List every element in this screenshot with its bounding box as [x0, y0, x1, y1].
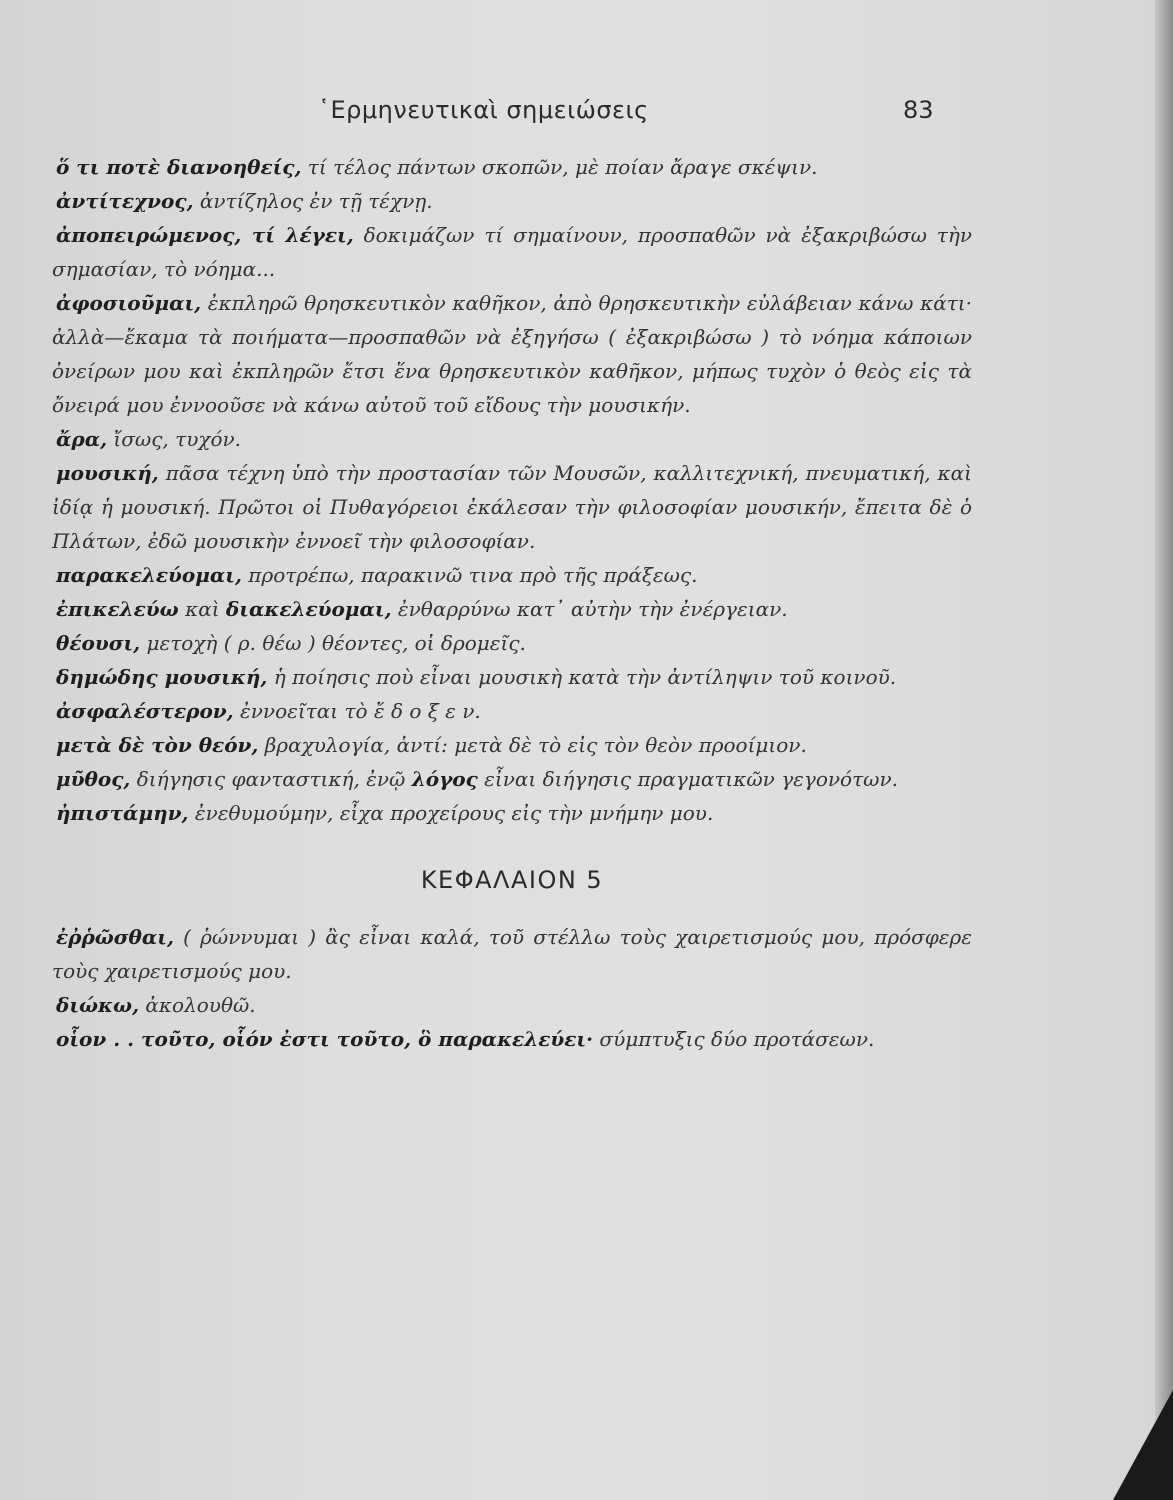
entry-term: ἀντίτεχνος, — [56, 189, 194, 213]
entry-term: ἀποπειρώμενος, τί λέγει, — [56, 223, 354, 247]
entry-gloss: ἐκπληρῶ θρησκευτικὸν καθῆκον, ἀπὸ θρησκευτικὴν εὐλάβειαν κάνω κάτι· ἀλλὰ—ἔκαμα τὰ ποιήματα—προσπαθῶν νὰ ἐξηγήσω ( ἐξακριβώσω ) τὸ νόημα κάποιων ὀνείρων μου καὶ ἐκπληρῶν ἔτσι ἕνα θρησκευτικὸν καθῆκον, μήπως τυχὸν ὁ θεὸς εἰς τὰ ὄνειρά μου ἐννοοῦσε νὰ κάνω αὐτοῦ τοῦ εἴδους τὴν μουσικήν. — [52, 291, 972, 417]
chapter-heading: ΚΕΦΑΛΑΙΟΝ 5 — [420, 866, 604, 894]
entry-term: ἀφοσιοῦμαι, — [56, 291, 202, 315]
entry-gloss: ( ῥώννυμαι ) ἂς εἶναι καλά, τοῦ στέλλω τοὺς χαιρετισμούς μου, πρόσφερε τοὺς χαιρετισμούς μου. — [52, 925, 972, 983]
glossary-entry — [52, 1022, 972, 1056]
entry-term: μῦθος, — [56, 767, 131, 791]
entry-term: διώκω, — [56, 993, 140, 1017]
entry-gloss: μετοχὴ ( ρ. θέω ) θέοντες, οἱ δρομεῖς. — [140, 631, 526, 655]
page-edge-shadow — [1155, 0, 1173, 1500]
glossary-entry — [52, 728, 972, 762]
entry-gloss: ἐνθαρρύνω κατ᾽ αὐτὴν τὴν ἐνέργειαν. — [391, 597, 788, 621]
glossary-entry — [52, 218, 972, 286]
entry-gloss-continued: εἶναι διήγησις πραγματικῶν γεγονότων. — [477, 767, 898, 791]
glossary-entry — [52, 456, 972, 558]
glossary-entry — [52, 796, 972, 830]
glossary-entry — [52, 660, 972, 694]
entry-term: ἐῤῥῶσθαι, — [56, 925, 174, 949]
entry-gloss: βραχυλογία, ἀντί: μετὰ δὲ τὸ εἰς τὸν θεὸν προοίμιον. — [258, 733, 807, 757]
entry-gloss: σύμπτυξις δύο προτάσεων. — [593, 1027, 875, 1051]
entry-term: ἀσφαλέστερον, — [56, 699, 234, 723]
glossary-entry — [52, 422, 972, 456]
entry-gloss: ἐνεθυμούμην, εἶχα προχείρους εἰς τὴν μνήμην μου. — [188, 801, 714, 825]
entry-term: ὅ τι ποτὲ διανοηθείς, — [56, 155, 302, 179]
entry-gloss: τί τέλος πάντων σκοπῶν, μὲ ποίαν ἄραγε σκέψιν. — [301, 155, 818, 179]
entry-gloss: πᾶσα τέχνη ὑπὸ τὴν προστασίαν τῶν Μουσῶν, καλλιτεχνική, πνευματική, καὶ ἰδίᾳ ἡ μουσική. Πρῶτοι οἱ Πυθαγόρειοι ἐκάλεσαν τὴν φιλοσοφίαν μουσικήν, ἔπειτα δὲ ὁ Πλάτων, ἐδῶ μουσικὴν ἐννοεῖ τὴν φιλοσοφίαν. — [52, 461, 972, 553]
glossary-entry — [52, 592, 972, 626]
entry-term: μουσική, — [56, 461, 159, 485]
glossary-entry — [52, 920, 972, 988]
glossary-entry — [52, 988, 972, 1022]
entry-gloss: δοκιμάζων τί σημαίνουν, προσπαθῶν νὰ ἐξακριβώσω τὴν σημασίαν, τὸ νόημα... — [52, 223, 972, 281]
page-corner-shadow — [1113, 1390, 1173, 1500]
page-number: 83 — [903, 96, 934, 124]
entry-term-secondary: διακελεύομαι, — [225, 597, 392, 621]
entry-term: ἠπιστάμην, — [56, 801, 189, 825]
glossary-entry — [52, 184, 972, 218]
running-title: ῾Ερμηνευτικαὶ σημειώσεις — [318, 96, 649, 124]
entry-term: θέουσι, — [56, 631, 141, 655]
glossary-entry — [52, 694, 972, 728]
glossary-body — [52, 150, 972, 1056]
entry-term: παρακελεύομαι, — [56, 563, 242, 587]
glossary-entry — [52, 762, 972, 796]
entry-term: ἐπικελεύω — [56, 597, 179, 621]
entry-gloss: προτρέπω, παρακινῶ τινα πρὸ τῆς πράξεως. — [241, 563, 698, 587]
glossary-entry — [52, 626, 972, 660]
page-header — [0, 96, 1173, 132]
glossary-entry — [52, 558, 972, 592]
entry-gloss: ἴσως, τυχόν. — [107, 427, 242, 451]
entry-gloss: ἀκολουθῶ. — [139, 993, 256, 1017]
entry-gloss: διήγησις φανταστική, ἐνῷ — [130, 767, 412, 791]
glossary-entry — [52, 286, 972, 422]
entry-gloss: ἡ ποίησις ποὺ εἶναι μουσικὴ κατὰ τὴν ἀντίληψιν τοῦ κοινοῦ. — [267, 665, 897, 689]
entry-term-secondary: λόγος — [411, 767, 478, 791]
entry-term: δημώδης μουσική, — [56, 665, 268, 689]
entry-term: μετὰ δὲ τὸν θεόν, — [56, 733, 259, 757]
glossary-entry — [52, 150, 972, 184]
entry-gloss: ἀντίζηλος ἐν τῇ τέχνῃ. — [193, 189, 433, 213]
entry-term: οἷον . . τοῦτο, οἷόν ἐστι τοῦτο, ὃ παρακελεύει· — [56, 1027, 594, 1051]
entry-gloss: ἐννοεῖται τὸ ἔ δ ο ξ ε ν. — [233, 699, 481, 723]
entry-connector: καὶ — [178, 597, 226, 621]
entry-term: ἄρα, — [56, 427, 108, 451]
